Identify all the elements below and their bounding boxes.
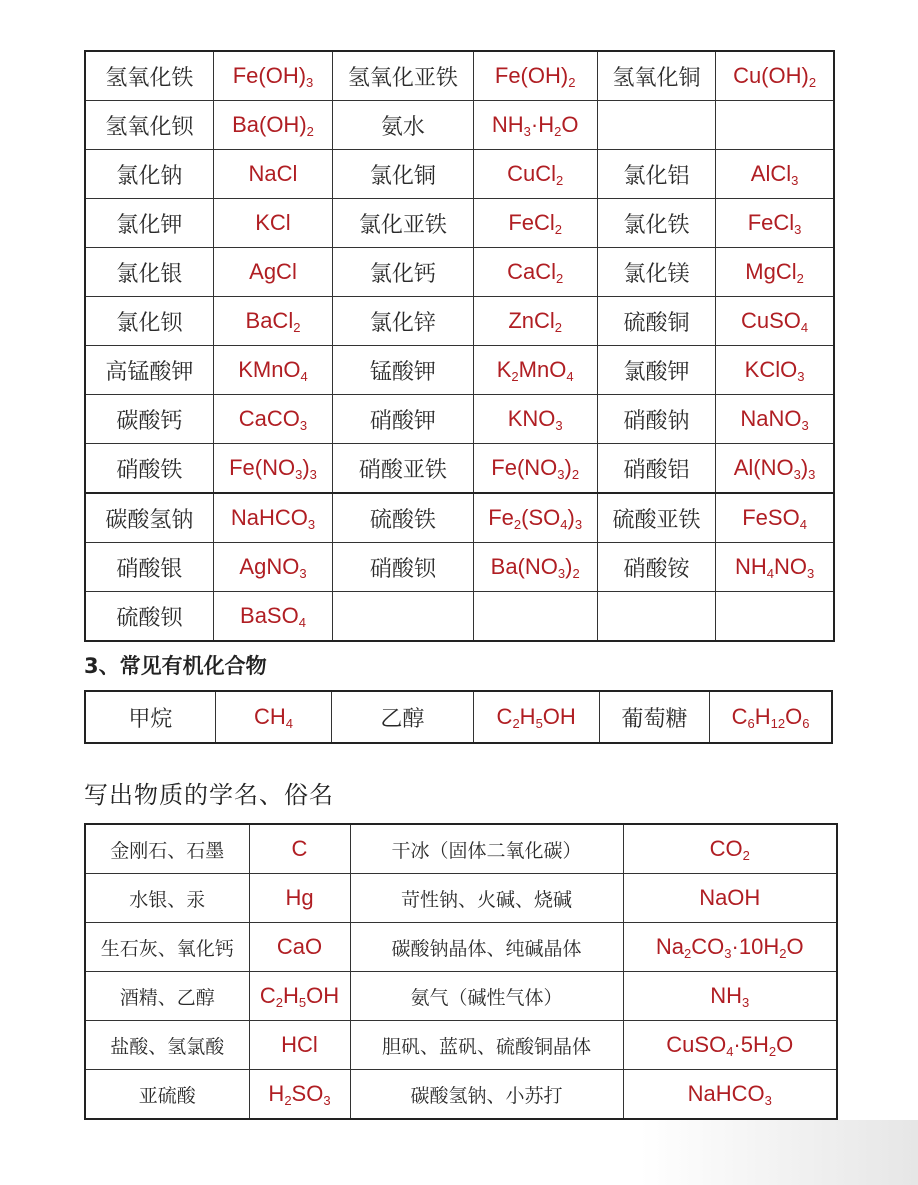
chemical-formula-cell (473, 592, 597, 642)
formula-subscript: 3 (797, 369, 805, 384)
chemical-formula-cell (716, 101, 834, 150)
formula-text: Ba(OH) (232, 112, 307, 137)
formula-subscript: 4 (800, 320, 809, 335)
chemical-formula-cell (716, 248, 834, 297)
formula-text: CH (253, 704, 286, 729)
formula-text: FeSO (742, 505, 800, 530)
organic-compounds-heading: 3、常见有机化合物 (84, 654, 267, 678)
formula-text: FeCl (508, 210, 555, 235)
table-row (85, 199, 834, 248)
chemical-formula-cell (213, 248, 332, 297)
formula-subscript: 2 (556, 173, 564, 188)
formula-text: Fe(OH) (232, 63, 307, 88)
formula-subscript: 3 (806, 566, 815, 581)
compound-name-cell: 氢氧化钡 (85, 101, 213, 150)
chemical-formula-cell (473, 346, 597, 395)
formula-text: O (776, 1032, 794, 1057)
compound-name-cell: 酒精、乙醇 (85, 972, 249, 1021)
compound-name-cell: 碳酸氢钠、小苏打 (350, 1070, 623, 1120)
compound-name-cell: 葡萄糖 (599, 691, 709, 743)
chemical-formula-cell (473, 248, 597, 297)
formula-subscript: 3 (555, 418, 563, 433)
formula-text: KCl (255, 210, 291, 235)
compound-name-cell: 氢氧化铜 (597, 51, 715, 101)
compound-name-cell: 氢氧化铁 (85, 51, 213, 101)
formula-text: ) (564, 455, 572, 480)
chemical-formula-cell (213, 592, 332, 642)
page-corner-shadow (640, 1120, 918, 1185)
formula-text: C (291, 836, 308, 861)
compound-name-cell: 硝酸铁 (85, 444, 213, 494)
chemical-formula-cell (623, 1070, 837, 1120)
formula-text: ZnCl (508, 308, 555, 333)
chemical-formula-cell (213, 346, 332, 395)
compound-name-cell: 硝酸钠 (597, 395, 715, 444)
formula-text: KClO (744, 357, 798, 382)
chemical-formula-cell (213, 395, 332, 444)
formula-text: AgCl (249, 259, 297, 284)
formula-subscript: 3 (557, 566, 566, 581)
formula-text: ) (800, 455, 809, 480)
compound-name-cell: 水银、汞 (85, 874, 249, 923)
formula-subscript: 2 (554, 222, 562, 237)
formula-text: Al(NO (733, 455, 794, 480)
table-row (85, 297, 834, 346)
compound-name-cell: 碳酸钠晶体、纯碱晶体 (350, 923, 623, 972)
salts-formula-table (84, 50, 835, 642)
formula-subscript: 3 (295, 467, 303, 482)
formula-subscript: 12 (770, 716, 786, 731)
formula-text: CaO (276, 934, 323, 959)
formula-text: ) (302, 455, 310, 480)
formula-text: NH (734, 554, 767, 579)
compound-name-cell: 氯化亚铁 (333, 199, 473, 248)
formula-subscript: 3 (557, 467, 565, 482)
chemical-formula-cell (716, 199, 834, 248)
formula-text: ) (567, 505, 575, 530)
compound-name-cell: 氯化银 (85, 248, 213, 297)
chemical-formula-cell (249, 923, 350, 972)
formula-text: HCl (281, 1032, 318, 1057)
formula-subscript: 4 (560, 517, 568, 532)
formula-subscript: 3 (523, 124, 531, 139)
chemical-formula-cell (623, 972, 837, 1021)
chemical-formula-cell (716, 395, 834, 444)
formula-subscript: 2 (554, 320, 562, 335)
formula-text: O (785, 704, 803, 729)
formula-text: H (268, 1081, 285, 1106)
chemical-formula-cell (623, 874, 837, 923)
compound-name-cell: 硝酸铝 (597, 444, 715, 494)
chemical-formula-cell (716, 493, 834, 543)
formula-subscript: 3 (794, 222, 802, 237)
formula-subscript: 5 (298, 995, 307, 1010)
compound-name-cell: 硝酸银 (85, 543, 213, 592)
formula-text: CuCl (507, 161, 556, 186)
chemical-formula-cell (213, 493, 332, 543)
table-row (85, 972, 837, 1021)
table-row (85, 592, 834, 642)
compound-name-cell: 锰酸钾 (333, 346, 473, 395)
compound-name-cell: 氯化铝 (597, 150, 715, 199)
compound-name-cell: 高锰酸钾 (85, 346, 213, 395)
formula-subscript: 3 (793, 467, 801, 482)
chemical-formula-cell (473, 101, 597, 150)
compound-name-cell: 干冰（固体二氧化碳） (350, 824, 623, 874)
chemical-formula-cell (710, 691, 832, 743)
formula-subscript: 2 (572, 566, 580, 581)
compound-name-cell: 苛性钠、火碱、烧碱 (350, 874, 623, 923)
formula-subscript: 2 (275, 995, 283, 1010)
formula-subscript: 3 (323, 1093, 331, 1108)
chemical-formula-cell (716, 51, 834, 101)
formula-text: ) (565, 554, 573, 579)
formula-text: NO (773, 554, 807, 579)
formula-text: Cu(OH) (733, 63, 809, 88)
formula-text: ·H (530, 112, 555, 137)
formula-text: Fe (488, 505, 514, 530)
formula-text: CuSO (740, 308, 801, 333)
formula-subscript: 2 (742, 848, 750, 863)
formula-subscript: 2 (293, 320, 301, 335)
chemical-formula-cell (249, 1070, 350, 1120)
formula-text: CaCO (238, 406, 300, 431)
formula-text: ·10H (731, 934, 780, 959)
formula-text: SO (291, 1081, 324, 1106)
formula-text: OH (542, 704, 576, 729)
chemical-formula-cell (473, 199, 597, 248)
chemical-formula-cell (215, 691, 331, 743)
table-row (85, 51, 834, 101)
formula-text: (SO (521, 505, 561, 530)
chemical-formula-cell (716, 592, 834, 642)
common-names-table (84, 823, 838, 1120)
compound-name-cell (597, 101, 715, 150)
formula-text: C (259, 983, 276, 1008)
chemical-formula-cell (623, 824, 837, 874)
formula-subscript: 3 (742, 995, 750, 1010)
compound-name-cell (597, 592, 715, 642)
table-row (85, 824, 837, 874)
chemical-formula-cell (249, 824, 350, 874)
table-row (85, 395, 834, 444)
formula-subscript: 4 (766, 566, 774, 581)
formula-text: NaHCO (687, 1081, 765, 1106)
formula-text: O (786, 934, 804, 959)
compound-name-cell: 盐酸、氢氯酸 (85, 1021, 249, 1070)
formula-subscript: 5 (535, 716, 543, 731)
formula-text: H (283, 983, 299, 1008)
compound-name-cell: 氯化钡 (85, 297, 213, 346)
table-row (85, 874, 837, 923)
compound-name-cell: 氯化钾 (85, 199, 213, 248)
compound-name-cell: 金刚石、石墨 (85, 824, 249, 874)
table-row (85, 101, 834, 150)
compound-name-cell: 氨气（碱性气体） (350, 972, 623, 1021)
formula-text: NaCl (248, 161, 298, 186)
chemical-formula-cell (473, 543, 597, 592)
formula-text: CO (691, 934, 725, 959)
formula-text: CaCl (507, 259, 556, 284)
formula-text: AgNO (239, 554, 300, 579)
compound-name-cell (333, 592, 473, 642)
table-row (85, 493, 834, 543)
chemical-formula-cell (716, 150, 834, 199)
formula-text: NaOH (699, 885, 761, 910)
table-row (85, 1070, 837, 1120)
formula-text: MgCl (745, 259, 797, 284)
formula-text: Hg (285, 885, 314, 910)
chemical-formula-cell (623, 923, 837, 972)
compound-name-cell: 氯酸钾 (597, 346, 715, 395)
formula-subscript: 2 (512, 716, 520, 731)
formula-text: FeCl (747, 210, 795, 235)
compound-name-cell: 甲烷 (85, 691, 215, 743)
formula-subscript: 3 (791, 173, 799, 188)
formula-subscript: 2 (568, 75, 576, 90)
chemical-formula-cell (249, 1021, 350, 1070)
formula-subscript: 2 (808, 75, 817, 90)
formula-text: Fe(NO (491, 455, 558, 480)
chemical-formula-cell (213, 101, 332, 150)
compound-name-cell: 氢氧化亚铁 (333, 51, 473, 101)
compound-name-cell: 硝酸钡 (333, 543, 473, 592)
formula-text: CO (709, 836, 743, 861)
formula-subscript: 3 (309, 467, 317, 482)
compound-name-cell: 碳酸氢钠 (85, 493, 213, 543)
formula-text: O (561, 112, 579, 137)
formula-subscript: 2 (779, 946, 787, 961)
chemical-formula-cell (473, 691, 599, 743)
formula-text: Fe(NO (229, 455, 296, 480)
chemical-formula-cell (716, 346, 834, 395)
formula-subscript: 4 (300, 369, 308, 384)
chemical-formula-cell (473, 297, 597, 346)
formula-text: NH (491, 112, 524, 137)
formula-text: NaHCO (230, 505, 308, 530)
table-row (85, 543, 834, 592)
compound-name-cell: 氯化钙 (333, 248, 473, 297)
formula-subscript: 3 (299, 418, 308, 433)
chemical-formula-cell (716, 297, 834, 346)
formula-text: OH (306, 983, 340, 1008)
formula-subscript: 4 (285, 716, 293, 731)
formula-text: AlCl (750, 161, 792, 186)
formula-text: KNO (507, 406, 556, 431)
chemical-formula-cell (213, 150, 332, 199)
formula-subscript: 3 (801, 418, 809, 433)
formula-text: NaNO (740, 406, 802, 431)
formula-text: BaCl (245, 308, 294, 333)
formula-subscript: 6 (802, 716, 810, 731)
compound-name-cell: 氯化镁 (597, 248, 715, 297)
table-row (85, 691, 832, 743)
formula-subscript: 2 (684, 946, 692, 961)
formula-subscript: 2 (571, 467, 580, 482)
compound-name-cell: 硫酸钡 (85, 592, 213, 642)
formula-text: H (519, 704, 536, 729)
formula-text: Ba(NO (490, 554, 558, 579)
chemical-formula-cell (213, 199, 332, 248)
compound-name-cell: 硝酸亚铁 (333, 444, 473, 494)
formula-subscript: 2 (796, 271, 804, 286)
compound-name-cell: 硝酸钾 (333, 395, 473, 444)
chemical-formula-cell (249, 874, 350, 923)
compound-name-cell: 亚硫酸 (85, 1070, 249, 1120)
formula-subscript: 3 (306, 75, 314, 90)
formula-subscript: 2 (556, 271, 564, 286)
formula-subscript: 3 (574, 517, 583, 532)
formula-subscript: 2 (511, 369, 519, 384)
formula-subscript: 3 (299, 566, 307, 581)
formula-text: H (754, 704, 771, 729)
compound-name-cell: 硫酸铜 (597, 297, 715, 346)
chemical-formula-cell (473, 395, 597, 444)
formula-text: Fe(OH) (494, 63, 569, 88)
chemical-formula-cell (623, 1021, 837, 1070)
formula-text: BaSO (240, 603, 299, 628)
formula-subscript: 6 (747, 716, 755, 731)
chemical-formula-cell (213, 444, 332, 494)
table-row (85, 1021, 837, 1070)
chemical-formula-cell (213, 51, 332, 101)
formula-text: ·5H (733, 1032, 769, 1057)
formula-text: CuSO (666, 1032, 727, 1057)
formula-subscript: 3 (764, 1093, 772, 1108)
compound-name-cell: 碳酸钙 (85, 395, 213, 444)
table-row (85, 444, 834, 494)
table-row (85, 346, 834, 395)
chemical-formula-cell (249, 972, 350, 1021)
formula-text: K (496, 357, 512, 382)
compound-name-cell: 胆矾、蓝矾、硫酸铜晶体 (350, 1021, 623, 1070)
formula-subscript: 2 (554, 124, 562, 139)
formula-subscript: 4 (726, 1044, 734, 1059)
formula-subscript: 2 (284, 1093, 292, 1108)
formula-subscript: 2 (306, 124, 314, 139)
chemical-formula-cell (213, 297, 332, 346)
chemical-formula-cell (213, 543, 332, 592)
formula-subscript: 3 (724, 946, 732, 961)
formula-subscript: 3 (808, 467, 816, 482)
formula-subscript: 4 (298, 615, 306, 630)
chemical-formula-cell (716, 543, 834, 592)
chemical-formula-cell (473, 51, 597, 101)
formula-text: C (496, 704, 513, 729)
chemical-formula-cell (473, 493, 597, 543)
compound-name-cell: 氯化锌 (333, 297, 473, 346)
table-row (85, 248, 834, 297)
formula-subscript: 4 (566, 369, 574, 384)
formula-text: NH (710, 983, 743, 1008)
compound-name-cell: 乙醇 (332, 691, 473, 743)
common-names-heading: 写出物质的学名、俗名 (84, 781, 334, 809)
compound-name-cell: 氯化钠 (85, 150, 213, 199)
compound-name-cell: 硫酸铁 (333, 493, 473, 543)
compound-name-cell: 氯化铁 (597, 199, 715, 248)
compound-name-cell: 氯化铜 (333, 150, 473, 199)
formula-subscript: 2 (768, 1044, 777, 1059)
formula-text: Na (655, 934, 685, 959)
formula-text: C (731, 704, 748, 729)
compound-name-cell: 硝酸铵 (597, 543, 715, 592)
chemical-formula-cell (716, 444, 834, 494)
formula-subscript: 4 (799, 517, 807, 532)
formula-subscript: 3 (307, 517, 316, 532)
table-row (85, 923, 837, 972)
chemical-formula-cell (473, 150, 597, 199)
formula-subscript: 2 (513, 517, 522, 532)
compound-name-cell: 氨水 (333, 101, 473, 150)
compound-name-cell: 生石灰、氧化钙 (85, 923, 249, 972)
table-row (85, 150, 834, 199)
chemical-formula-cell (473, 444, 597, 494)
formula-text: MnO (518, 357, 567, 382)
formula-text: KMnO (238, 357, 301, 382)
compound-name-cell: 硫酸亚铁 (597, 493, 715, 543)
organic-compounds-table (84, 690, 833, 744)
